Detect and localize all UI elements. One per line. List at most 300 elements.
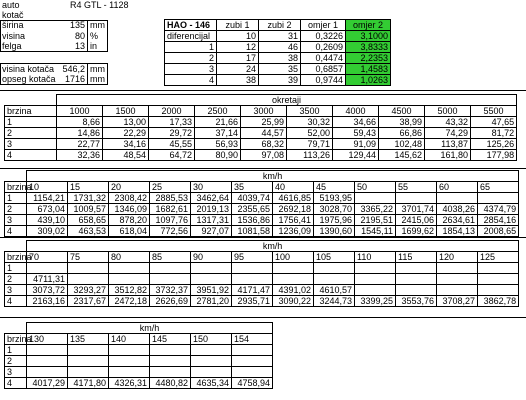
table-cell[interactable]	[27, 367, 68, 378]
table-title: km/h	[27, 241, 519, 252]
gear-row-label: 2	[165, 53, 217, 64]
table-cell[interactable]: 13,00	[103, 117, 149, 128]
table-cell[interactable]: 64,72	[149, 150, 195, 161]
section-divider	[0, 237, 526, 238]
table-title: km/h	[27, 171, 519, 182]
table-cell[interactable]	[27, 345, 68, 356]
gear-cell[interactable]: 10	[217, 31, 259, 42]
row-label-header: brzina	[5, 182, 27, 193]
table-cell[interactable]: 2626,69	[150, 296, 191, 307]
table-cell[interactable]: 145,62	[379, 150, 425, 161]
table-cell[interactable]: 113,26	[287, 150, 333, 161]
gear-row	[165, 42, 391, 53]
table-cell[interactable]	[314, 274, 355, 285]
table-cell[interactable]: 2885,53	[150, 193, 191, 204]
table-row	[5, 150, 517, 161]
table-cell[interactable]: 878,20	[109, 215, 150, 226]
rpm-speed-table	[4, 94, 517, 161]
gear-number: 4	[5, 378, 27, 389]
table-cell[interactable]: 4758,94	[232, 378, 273, 389]
column-header-row	[5, 252, 519, 263]
gear-ratio-cell[interactable]: 1,0263	[346, 75, 391, 86]
kmh-table-1	[4, 170, 519, 237]
column-header: 65	[478, 182, 519, 193]
table-cell[interactable]: 17,33	[149, 117, 195, 128]
gear-cell[interactable]: 46	[259, 42, 301, 53]
table-cell[interactable]: 2195,51	[355, 215, 396, 226]
column-header: 45	[314, 182, 355, 193]
gear-cell[interactable]: 0,3226	[301, 31, 346, 42]
gear-cell[interactable]: 24	[217, 64, 259, 75]
table-title-row	[5, 323, 273, 334]
gear-cell[interactable]: 35	[259, 64, 301, 75]
table-cell[interactable]: 439,10	[27, 215, 68, 226]
table-cell[interactable]: 34,66	[333, 117, 379, 128]
table-cell[interactable]: 161,80	[425, 150, 471, 161]
column-header: 2000	[149, 106, 195, 117]
gear-col-header: zubi 2	[259, 20, 301, 31]
table-cell[interactable]	[355, 274, 396, 285]
gear-row-label: 1	[165, 42, 217, 53]
table-cell[interactable]: 25,99	[241, 117, 287, 128]
table-cell[interactable]	[478, 285, 519, 296]
gear-ratio-cell[interactable]: 1,4583	[346, 64, 391, 75]
table-cell[interactable]	[396, 274, 437, 285]
table-cell[interactable]: 1317,31	[191, 215, 232, 226]
table-cell[interactable]: 2355,65	[232, 204, 273, 215]
table-cell[interactable]: 1154,21	[27, 193, 68, 204]
table-cell[interactable]	[109, 356, 150, 367]
table-cell[interactable]: 2415,06	[396, 215, 437, 226]
gear-ratio-cell[interactable]: 3,8333	[346, 42, 391, 53]
table-cell[interactable]: 2163,16	[27, 296, 68, 307]
visina-kotaca-unit: mm	[90, 64, 105, 74]
table-cell[interactable]: 1390,60	[314, 226, 355, 237]
column-header-row	[5, 182, 519, 193]
table-cell[interactable]: 80,90	[195, 150, 241, 161]
column-header: 95	[232, 252, 273, 263]
table-cell[interactable]: 1009,57	[68, 204, 109, 215]
column-header: 110	[355, 252, 396, 263]
table-cell[interactable]: 29,72	[149, 128, 195, 139]
table-cell[interactable]: 3708,27	[437, 296, 478, 307]
gear-title: HAO - 146	[165, 20, 217, 31]
table-cell[interactable]	[232, 274, 273, 285]
gear-number: 1	[5, 117, 57, 128]
section-divider	[0, 317, 526, 318]
opseg-kotaca-label: opseg kotača	[2, 74, 56, 84]
table-cell[interactable]: 44,57	[241, 128, 287, 139]
table-cell[interactable]: 2472,18	[109, 296, 150, 307]
table-cell[interactable]: 38,99	[379, 117, 425, 128]
table-row	[5, 378, 273, 389]
column-header: 1500	[103, 106, 149, 117]
table-cell[interactable]: 673,04	[27, 204, 68, 215]
visina-unit: %	[90, 31, 99, 41]
gear-number: 4	[5, 226, 27, 237]
table-cell[interactable]: 2692,18	[273, 204, 314, 215]
column-header: 140	[109, 334, 150, 345]
table-cell[interactable]: 1975,96	[314, 215, 355, 226]
column-header: 25	[150, 182, 191, 193]
table-cell[interactable]	[396, 285, 437, 296]
table-cell[interactable]: 3293,27	[68, 285, 109, 296]
visina-value[interactable]: 80	[60, 31, 88, 42]
table-cell[interactable]: 3701,74	[396, 204, 437, 215]
gear-cell[interactable]: 0,6857	[301, 64, 346, 75]
table-cell[interactable]	[437, 263, 478, 274]
table-cell[interactable]: 3512,82	[109, 285, 150, 296]
table-cell[interactable]: 102,48	[379, 139, 425, 150]
table-cell[interactable]: 1699,62	[396, 226, 437, 237]
table-cell[interactable]: 4017,29	[27, 378, 68, 389]
table-row	[5, 204, 519, 215]
table-cell[interactable]	[232, 356, 273, 367]
table-cell[interactable]	[68, 356, 109, 367]
row-label-header: brzina	[5, 106, 57, 117]
table-cell[interactable]: 4635,34	[191, 378, 232, 389]
table-cell[interactable]: 2308,42	[109, 193, 150, 204]
table-cell[interactable]: 658,65	[68, 215, 109, 226]
empty-cell	[5, 323, 27, 334]
table-cell[interactable]: 97,08	[241, 150, 287, 161]
gear-ratio-cell[interactable]: 3,1000	[346, 31, 391, 42]
table-cell[interactable]: 3028,70	[314, 204, 355, 215]
table-cell[interactable]	[191, 263, 232, 274]
gear-row-label: diferencijal	[165, 31, 217, 42]
table-cell[interactable]: 2634,61	[437, 215, 478, 226]
table-cell[interactable]: 43,32	[425, 117, 471, 128]
table-cell[interactable]: 3862,78	[478, 296, 519, 307]
felga-unit: in	[90, 41, 98, 51]
table-cell[interactable]	[355, 285, 396, 296]
table-cell[interactable]: 22,29	[103, 128, 149, 139]
table-cell[interactable]: 3951,92	[191, 285, 232, 296]
visina-kotaca-label: visina kotača	[2, 64, 55, 74]
kotac-label: kotač	[2, 10, 24, 20]
table-cell[interactable]: 22,77	[57, 139, 103, 150]
column-header: 55	[396, 182, 437, 193]
table-cell[interactable]	[109, 367, 150, 378]
table-cell[interactable]: 1731,32	[68, 193, 109, 204]
table-cell[interactable]	[232, 345, 273, 356]
gear-number: 4	[5, 150, 57, 161]
table-cell[interactable]	[150, 367, 191, 378]
column-header: 3000	[241, 106, 287, 117]
column-header: 10	[27, 182, 68, 193]
column-header: 60	[437, 182, 478, 193]
gear-number: 1	[5, 263, 27, 274]
table-cell[interactable]	[27, 356, 68, 367]
table-cell[interactable]: 1756,41	[273, 215, 314, 226]
auto-label: auto	[2, 0, 20, 10]
column-header: 20	[109, 182, 150, 193]
column-header: 50	[355, 182, 396, 193]
column-header: 105	[314, 252, 355, 263]
table-cell[interactable]: 59,43	[333, 128, 379, 139]
gear-number: 3	[5, 215, 27, 226]
table-cell[interactable]: 129,44	[333, 150, 379, 161]
table-cell[interactable]: 4711,31	[27, 274, 68, 285]
gear-cell[interactable]: 0,9744	[301, 75, 346, 86]
section-divider	[0, 168, 526, 169]
column-header: 5000	[425, 106, 471, 117]
table-cell[interactable]	[27, 263, 68, 274]
kmh-table-2	[4, 240, 519, 307]
row-label-header: brzina	[5, 334, 27, 345]
table-cell[interactable]	[437, 285, 478, 296]
gear-ratio-cell[interactable]: 2,2353	[346, 53, 391, 64]
table-cell[interactable]: 4610,57	[314, 285, 355, 296]
column-header: 3500	[287, 106, 333, 117]
table-cell[interactable]: 3090,22	[273, 296, 314, 307]
table-cell[interactable]: 1081,58	[232, 226, 273, 237]
table-cell[interactable]	[355, 193, 396, 204]
table-cell[interactable]	[191, 345, 232, 356]
table-cell[interactable]: 2854,16	[478, 215, 519, 226]
column-header: 100	[273, 252, 314, 263]
gear-row-label: 4	[165, 75, 217, 86]
table-cell[interactable]	[68, 367, 109, 378]
table-cell[interactable]: 45,55	[149, 139, 195, 150]
table-cell[interactable]	[191, 274, 232, 285]
table-cell[interactable]: 3732,37	[150, 285, 191, 296]
table-cell[interactable]: 21,66	[195, 117, 241, 128]
table-cell[interactable]	[478, 193, 519, 204]
table-cell[interactable]	[109, 263, 150, 274]
kmh-table-3	[4, 322, 273, 389]
table-cell[interactable]: 91,09	[333, 139, 379, 150]
table-cell[interactable]: 2008,65	[478, 226, 519, 237]
table-cell[interactable]	[437, 274, 478, 285]
gear-cell[interactable]: 38	[259, 53, 301, 64]
table-cell[interactable]: 79,71	[287, 139, 333, 150]
felga-value[interactable]: 13	[60, 41, 88, 52]
column-header: 5500	[471, 106, 517, 117]
opseg-kotaca-unit: mm	[90, 74, 105, 84]
table-cell[interactable]: 48,54	[103, 150, 149, 161]
table-cell[interactable]: 3462,64	[191, 193, 232, 204]
table-cell[interactable]: 34,16	[103, 139, 149, 150]
table-cell[interactable]: 52,00	[287, 128, 333, 139]
table-title-row	[5, 241, 519, 252]
table-row	[5, 274, 519, 285]
table-cell[interactable]	[396, 193, 437, 204]
table-cell[interactable]	[478, 274, 519, 285]
table-cell[interactable]	[109, 345, 150, 356]
empty-cell	[5, 171, 27, 182]
table-cell[interactable]	[150, 263, 191, 274]
table-row	[5, 117, 517, 128]
auto-value[interactable]: R4 GTL - 1128	[70, 0, 129, 10]
table-cell[interactable]	[273, 274, 314, 285]
row-label-header: brzina	[5, 252, 27, 263]
table-cell[interactable]: 1236,09	[273, 226, 314, 237]
table-cell[interactable]: 8,66	[57, 117, 103, 128]
table-cell[interactable]: 4171,80	[68, 378, 109, 389]
table-cell[interactable]	[396, 263, 437, 274]
table-cell[interactable]: 3553,76	[396, 296, 437, 307]
table-cell[interactable]: 32,36	[57, 150, 103, 161]
table-cell[interactable]: 1545,11	[355, 226, 396, 237]
column-header: 135	[68, 334, 109, 345]
column-header: 70	[27, 252, 68, 263]
table-cell[interactable]: 927,07	[191, 226, 232, 237]
table-cell[interactable]	[232, 367, 273, 378]
table-row	[5, 367, 273, 378]
table-cell[interactable]: 4480,82	[150, 378, 191, 389]
gear-row	[165, 64, 391, 75]
table-cell[interactable]: 5193,95	[314, 193, 355, 204]
table-cell[interactable]: 3073,72	[27, 285, 68, 296]
column-header-row	[5, 334, 273, 345]
opseg-kotaca-value[interactable]: 1716	[60, 74, 88, 85]
table-cell[interactable]: 66,86	[379, 128, 425, 139]
column-header: 125	[478, 252, 519, 263]
table-cell[interactable]: 14,86	[57, 128, 103, 139]
table-cell[interactable]: 2781,20	[191, 296, 232, 307]
gear-col-header: zubi 1	[217, 20, 259, 31]
table-cell[interactable]: 56,93	[195, 139, 241, 150]
table-cell[interactable]: 463,53	[68, 226, 109, 237]
table-row	[5, 356, 273, 367]
table-cell[interactable]: 81,72	[471, 128, 517, 139]
sirina-label: širina	[2, 20, 24, 30]
table-cell[interactable]: 125,26	[471, 139, 517, 150]
table-cell[interactable]	[191, 356, 232, 367]
table-cell[interactable]: 4326,31	[109, 378, 150, 389]
gear-number: 4	[5, 296, 27, 307]
gear-number: 1	[5, 193, 27, 204]
table-cell[interactable]: 113,87	[425, 139, 471, 150]
table-cell[interactable]: 177,98	[471, 150, 517, 161]
table-cell[interactable]: 1854,13	[437, 226, 478, 237]
gear-ratio-table	[164, 19, 391, 86]
table-cell[interactable]: 4171,47	[232, 285, 273, 296]
table-row	[5, 285, 519, 296]
column-header: 145	[150, 334, 191, 345]
gear-row-label: 3	[165, 64, 217, 75]
table-cell[interactable]	[314, 263, 355, 274]
table-cell[interactable]: 1346,09	[109, 204, 150, 215]
table-cell[interactable]	[150, 274, 191, 285]
table-cell[interactable]	[150, 356, 191, 367]
table-cell[interactable]: 4374,79	[478, 204, 519, 215]
section-divider	[0, 90, 526, 91]
visina-kotaca-value[interactable]: 546,2	[60, 64, 88, 75]
column-header: 30	[191, 182, 232, 193]
table-cell[interactable]	[273, 263, 314, 274]
column-header: 154	[232, 334, 273, 345]
column-header: 35	[232, 182, 273, 193]
column-header: 130	[27, 334, 68, 345]
table-cell[interactable]: 4039,74	[232, 193, 273, 204]
column-header: 115	[396, 252, 437, 263]
column-header: 90	[191, 252, 232, 263]
table-cell[interactable]: 309,02	[27, 226, 68, 237]
empty-cell	[5, 95, 57, 106]
gear-number: 1	[5, 345, 27, 356]
table-cell[interactable]	[68, 263, 109, 274]
table-row	[5, 215, 519, 226]
table-cell[interactable]: 3399,25	[355, 296, 396, 307]
table-cell[interactable]: 68,32	[241, 139, 287, 150]
felga-label: felga	[2, 41, 22, 51]
table-cell[interactable]	[355, 263, 396, 274]
column-header: 4000	[333, 106, 379, 117]
table-cell[interactable]: 74,29	[425, 128, 471, 139]
table-row	[5, 345, 273, 356]
table-cell[interactable]: 37,14	[195, 128, 241, 139]
column-header: 150	[191, 334, 232, 345]
column-header: 40	[273, 182, 314, 193]
table-cell[interactable]: 1536,86	[232, 215, 273, 226]
table-cell[interactable]	[150, 345, 191, 356]
sirina-unit: mm	[90, 20, 105, 30]
table-cell[interactable]: 3244,73	[314, 296, 355, 307]
gear-header-row	[165, 20, 391, 31]
gear-cell[interactable]: 0,2609	[301, 42, 346, 53]
table-title-row	[5, 95, 517, 106]
gear-cell[interactable]: 38	[217, 75, 259, 86]
gear-cell[interactable]: 12	[217, 42, 259, 53]
table-cell[interactable]: 2935,71	[232, 296, 273, 307]
column-header: 120	[437, 252, 478, 263]
table-cell[interactable]	[478, 263, 519, 274]
table-cell[interactable]	[109, 274, 150, 285]
gear-row	[165, 31, 391, 42]
table-cell[interactable]	[437, 193, 478, 204]
table-cell[interactable]: 4038,26	[437, 204, 478, 215]
column-header: 80	[109, 252, 150, 263]
gear-number: 3	[5, 139, 57, 150]
gear-cell[interactable]: 31	[259, 31, 301, 42]
gear-col-header: omjer 1	[301, 20, 346, 31]
gear-number: 3	[5, 367, 27, 378]
table-cell[interactable]: 1097,76	[150, 215, 191, 226]
column-header: 2500	[195, 106, 241, 117]
column-header: 1000	[57, 106, 103, 117]
column-header: 4500	[379, 106, 425, 117]
table-cell[interactable]	[191, 367, 232, 378]
gear-row	[165, 75, 391, 86]
sirina-value[interactable]: 135	[60, 20, 88, 31]
column-header: 85	[150, 252, 191, 263]
column-header: 15	[68, 182, 109, 193]
gear-number: 2	[5, 128, 57, 139]
gear-number: 3	[5, 285, 27, 296]
table-cell[interactable]	[68, 274, 109, 285]
table-cell[interactable]: 4391,02	[273, 285, 314, 296]
table-cell[interactable]	[68, 345, 109, 356]
table-cell[interactable]: 618,04	[109, 226, 150, 237]
table-cell[interactable]: 47,65	[471, 117, 517, 128]
table-cell[interactable]	[232, 263, 273, 274]
gear-cell[interactable]: 39	[259, 75, 301, 86]
gear-cell[interactable]: 0,4474	[301, 53, 346, 64]
gear-col-header: omjer 2	[346, 20, 391, 31]
table-cell[interactable]: 2019,13	[191, 204, 232, 215]
table-cell[interactable]: 2317,67	[68, 296, 109, 307]
table-cell[interactable]: 3365,22	[355, 204, 396, 215]
column-header-row	[5, 106, 517, 117]
table-cell[interactable]: 1682,61	[150, 204, 191, 215]
table-cell[interactable]: 772,56	[150, 226, 191, 237]
table-title: km/h	[27, 323, 273, 334]
table-cell[interactable]: 4616,85	[273, 193, 314, 204]
table-cell[interactable]: 30,32	[287, 117, 333, 128]
gear-cell[interactable]: 17	[217, 53, 259, 64]
